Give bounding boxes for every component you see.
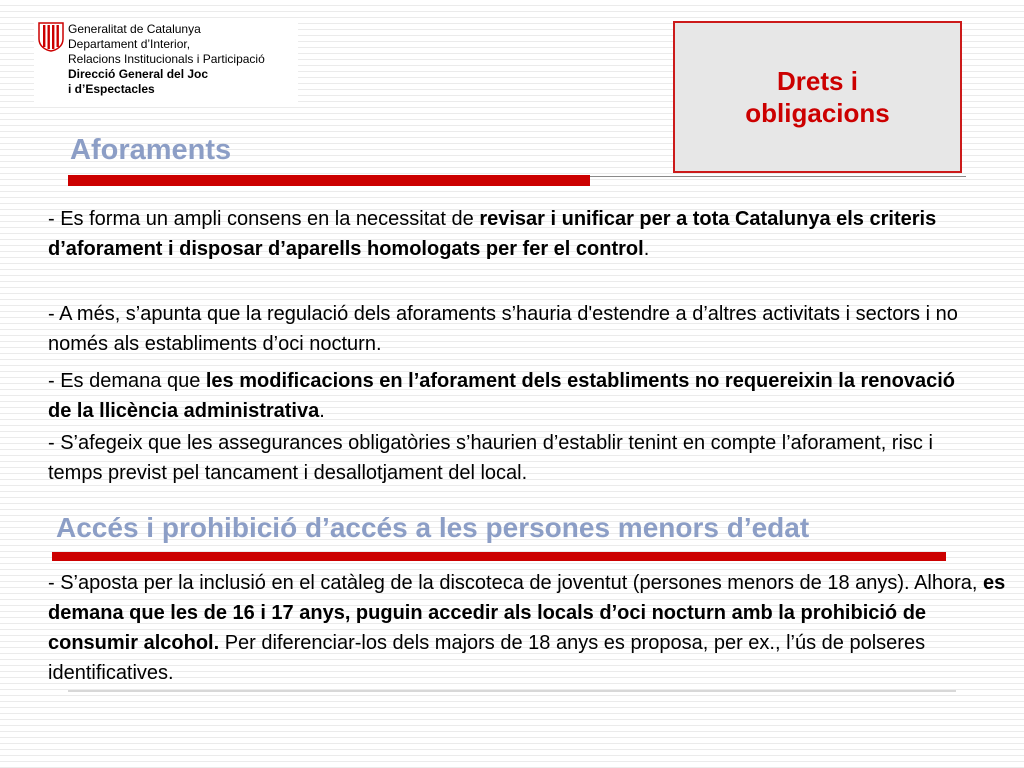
heading-underline-bar-2 <box>52 552 946 561</box>
paragraph-consens-end: . <box>643 238 650 260</box>
paragraph-modificacions <box>48 366 968 426</box>
logo-line-relacions: Relacions Institucionals i Participació <box>68 52 265 66</box>
footer-divider <box>68 690 956 692</box>
section-title-box <box>673 21 962 173</box>
paragraph-modificacions-end: . <box>319 400 325 422</box>
paragraph-consens-intro: - Es forma un ampli consens en la necessitat de <box>48 208 480 230</box>
logo-line-espectacles: i d’Espectacles <box>68 82 155 96</box>
senyera-emblem-icon <box>38 22 64 52</box>
paragraph-discoteca-joventut <box>48 568 1008 688</box>
paragraph-modificacions-bold: les modificacions en l’aforament dels establiments no requereixin la renovació de la llicència administrativa <box>48 370 956 422</box>
heading-underline-bar <box>68 175 590 186</box>
paragraph-discoteca-intro: - S’aposta per la inclusió en el catàleg de la discoteca de joventut (persones menors de 18 anys). Alhora, <box>48 572 983 594</box>
header-divider <box>590 176 966 177</box>
logo-text <box>68 22 265 97</box>
paragraph-assegurances: - S’afegeix que les assegurances obligatòries s’haurien d’establir tenint en compte l’aforament, risc i temps previst pel tancament i desallotjament del local. <box>48 432 933 484</box>
paragraph-discoteca-bold: es demana que les de 16 i 17 anys, puguin accedir als locals d’oci nocturn amb la prohibició de consumir alcohol. <box>48 572 1006 654</box>
paragraph-regulacio: - A més, s’apunta que la regulació dels aforaments s’hauria d'estendre a d’altres activitats i sectors i no només als establiments d’oci nocturn. <box>48 303 958 355</box>
logo-line-generalitat: Generalitat de Catalunya <box>68 22 201 36</box>
logo-line-direccio: Direcció General del Joc <box>68 67 209 81</box>
paragraph-consens-bold: revisar i unificar per a tota Catalunya els criteris d’aforament i disposar d’aparells homologats per fer el control <box>48 208 937 260</box>
generalitat-logo <box>34 18 298 102</box>
section-title: Drets i obligacions <box>745 66 890 128</box>
heading-acces-menors: Accés i prohibició d’accés a les persones menors d’edat <box>56 512 810 543</box>
logo-line-departament: Departament d’Interior, <box>68 37 191 51</box>
paragraph-modificacions-intro: - Es demana que <box>48 370 206 392</box>
paragraph-consens <box>48 204 968 264</box>
paragraph-discoteca-end: Per diferenciar-los dels majors de 18 anys es proposa, per ex., l’ús de polseres identificatives. <box>48 632 926 684</box>
heading-aforaments: Aforaments <box>70 134 232 166</box>
